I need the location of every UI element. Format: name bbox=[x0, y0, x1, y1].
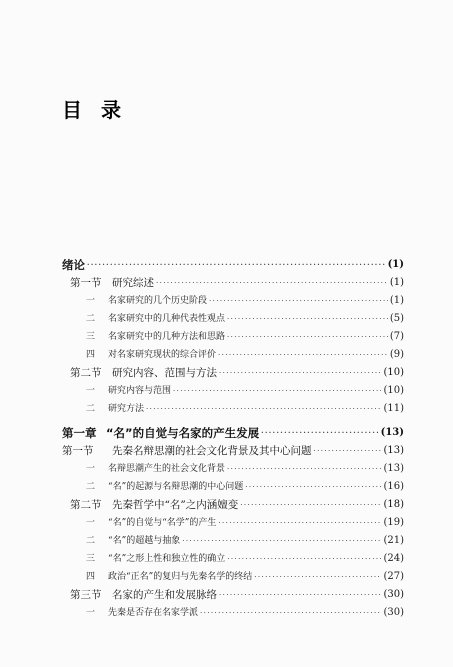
dot-leader bbox=[218, 513, 381, 533]
toc-entry[interactable] bbox=[86, 345, 404, 365]
dot-leader bbox=[219, 363, 381, 383]
entry-number: 二 bbox=[86, 482, 96, 492]
entry-title: 名辩思潮产生的社会文化背景 bbox=[108, 464, 226, 474]
entry-title: 研究综述 bbox=[112, 277, 154, 289]
dot-leader bbox=[227, 327, 388, 347]
entry-title: 名家的产生和发展脉络 bbox=[112, 589, 217, 601]
toc-entry[interactable] bbox=[70, 495, 404, 515]
toc-entry[interactable] bbox=[86, 531, 404, 551]
entry-title: 研究内容与范围 bbox=[108, 386, 172, 396]
entry-page: (1) bbox=[387, 259, 404, 270]
entry-title: “名”的自觉与名家的产生发展 bbox=[106, 426, 260, 440]
entry-number: 三 bbox=[86, 554, 96, 564]
dot-leader bbox=[173, 381, 381, 401]
entry-number: 第二节 bbox=[70, 367, 102, 379]
entry-number: 一 bbox=[86, 296, 96, 306]
dot-leader bbox=[227, 549, 381, 569]
entry-page: (19) bbox=[383, 517, 404, 528]
entry-number: 一 bbox=[86, 518, 96, 528]
entry-number: 第一章 bbox=[62, 426, 97, 440]
entry-number: 第二节 bbox=[70, 499, 102, 511]
entry-number: 一 bbox=[86, 386, 96, 396]
entry-title: 政治“正名”的复归与先秦名学的终结 bbox=[108, 572, 253, 582]
dot-leader bbox=[182, 531, 381, 551]
entry-number: 二 bbox=[86, 536, 96, 546]
entry-number: 第一节 bbox=[62, 445, 94, 457]
toc-entry[interactable] bbox=[86, 459, 404, 479]
entry-page: (30) bbox=[383, 607, 404, 618]
entry-page: (13) bbox=[383, 463, 404, 474]
entry-page: (21) bbox=[383, 535, 404, 546]
entry-title: 研究方法 bbox=[108, 404, 145, 414]
toc-entry[interactable] bbox=[70, 273, 404, 293]
entry-page: (13) bbox=[383, 445, 404, 456]
entry-page: (9) bbox=[389, 349, 404, 360]
entry-page: (18) bbox=[383, 499, 404, 510]
entry-number: 四 bbox=[86, 572, 96, 582]
entry-number: 三 bbox=[86, 332, 96, 342]
entry-title: 名家研究的几个历史阶段 bbox=[108, 296, 208, 306]
toc-entry[interactable] bbox=[86, 291, 404, 311]
toc-entry[interactable] bbox=[86, 309, 404, 329]
entry-number: 第三节 bbox=[70, 589, 102, 601]
dot-leader bbox=[227, 309, 388, 329]
entry-title: “名”的自觉与“名学”的产生 bbox=[108, 518, 217, 528]
dot-leader bbox=[218, 345, 388, 365]
entry-page: (16) bbox=[383, 481, 404, 492]
entry-title: 绪论 bbox=[62, 258, 85, 272]
toc-entry[interactable] bbox=[70, 585, 404, 605]
entry-title: 研究内容、范围与方法 bbox=[112, 367, 217, 379]
entry-title: 对名家研究现状的综合评价 bbox=[108, 350, 217, 360]
entry-title: 先秦哲学中“名”之内涵嬗变 bbox=[112, 499, 239, 511]
entry-number: 二 bbox=[86, 404, 96, 414]
entry-title: 名家研究中的几种代表性观点 bbox=[108, 314, 226, 324]
entry-page: (10) bbox=[383, 385, 404, 396]
toc-entry[interactable] bbox=[86, 477, 404, 497]
dot-leader bbox=[240, 495, 381, 515]
dot-leader bbox=[209, 291, 388, 311]
entry-page: (10) bbox=[383, 367, 404, 378]
dot-leader bbox=[156, 273, 388, 293]
toc-entry[interactable] bbox=[62, 441, 404, 461]
toc-entry[interactable] bbox=[62, 423, 404, 443]
dot-leader bbox=[227, 459, 381, 479]
entry-title: 名家研究中的几种方法和思路 bbox=[108, 332, 226, 342]
toc-entry[interactable] bbox=[86, 549, 404, 569]
dot-leader bbox=[254, 567, 381, 587]
toc-entry[interactable] bbox=[86, 603, 404, 623]
dot-leader bbox=[200, 603, 381, 623]
toc-entry[interactable] bbox=[86, 513, 404, 533]
entry-number: 二 bbox=[86, 314, 96, 324]
dot-leader bbox=[261, 423, 378, 443]
entry-page: (11) bbox=[383, 403, 404, 414]
entry-page: (1) bbox=[389, 277, 404, 288]
dot-leader bbox=[219, 585, 381, 605]
entry-page: (24) bbox=[383, 553, 404, 564]
entry-page: (5) bbox=[389, 313, 404, 324]
dot-leader bbox=[146, 399, 381, 419]
entry-number: 第一节 bbox=[70, 277, 102, 289]
entry-title: 先秦是否存在名家学派 bbox=[108, 608, 199, 618]
entry-title: “名”的起源与名辩思潮的中心问题 bbox=[108, 482, 244, 492]
toc-entry[interactable] bbox=[86, 381, 404, 401]
toc-entry[interactable] bbox=[70, 363, 404, 383]
entry-number: 一 bbox=[86, 608, 96, 618]
page-title: 目录 bbox=[62, 98, 140, 122]
toc-entry[interactable] bbox=[62, 255, 404, 275]
entry-page: (30) bbox=[383, 589, 404, 600]
toc-entry[interactable] bbox=[86, 399, 404, 419]
entry-page: (1) bbox=[389, 295, 404, 306]
entry-title: “名”的超越与抽象 bbox=[108, 536, 181, 546]
entry-page: (7) bbox=[389, 331, 404, 342]
entry-page: (13) bbox=[380, 427, 404, 438]
entry-title: “名”之形上性和独立性的确立 bbox=[108, 554, 226, 564]
toc-entry[interactable] bbox=[86, 327, 404, 347]
toc-entry[interactable] bbox=[86, 567, 404, 587]
dot-leader bbox=[245, 477, 381, 497]
entry-number: 一 bbox=[86, 464, 96, 474]
dot-leader bbox=[314, 441, 382, 461]
entry-page: (27) bbox=[383, 571, 404, 582]
entry-title: 先秦名辩思潮的社会文化背景及其中心问题 bbox=[112, 445, 312, 457]
dot-leader bbox=[87, 255, 386, 275]
entry-number: 四 bbox=[86, 350, 96, 360]
